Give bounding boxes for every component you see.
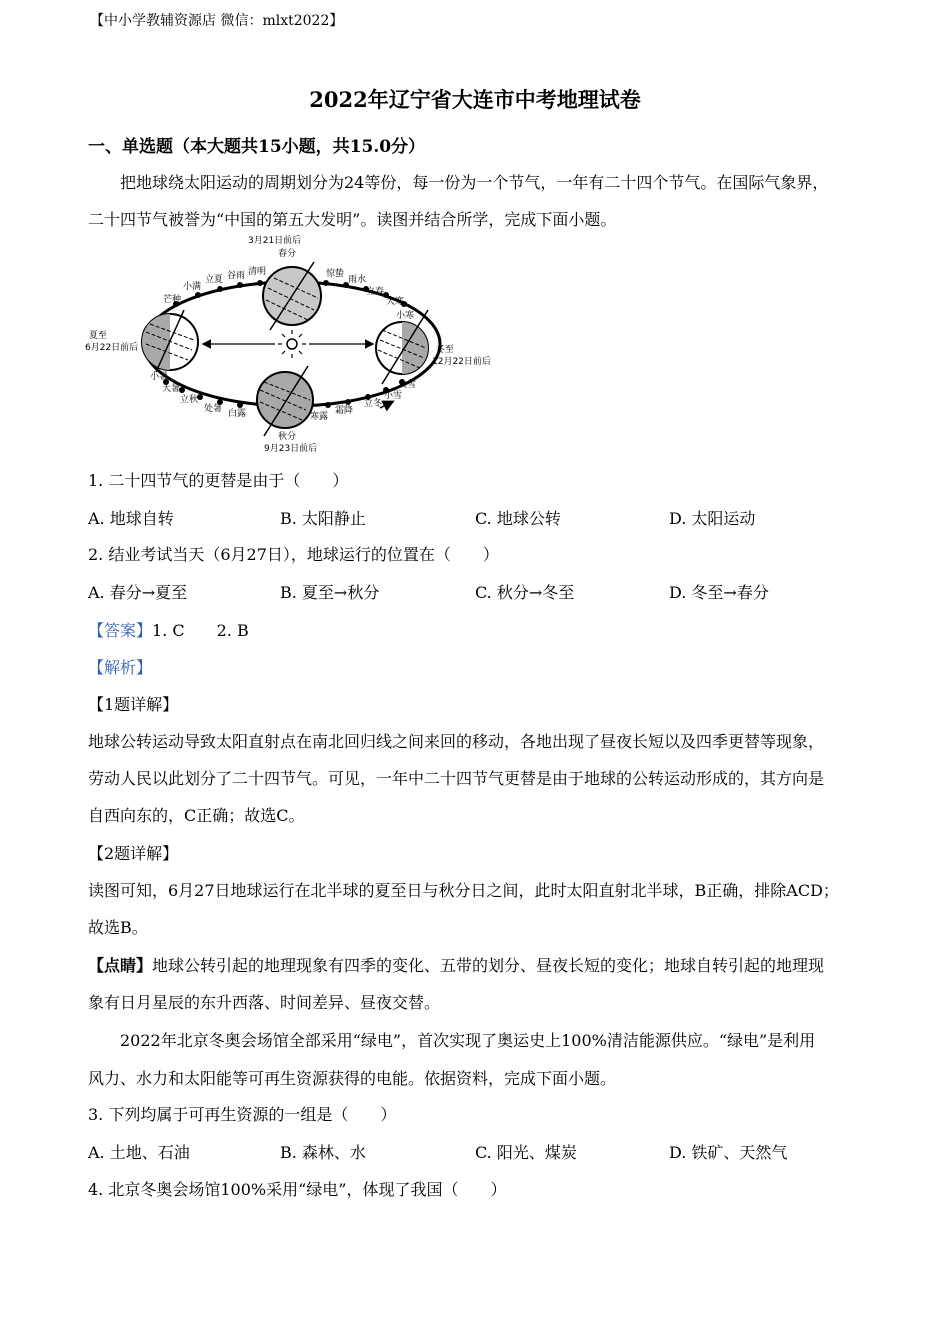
term-label: 小雪 — [384, 391, 403, 401]
tip-line2: 象有日月星辰的东升西落、时间差异、昼夜交替。 — [88, 993, 441, 1012]
term-label: 寒露 — [310, 412, 329, 422]
tip-line1 — [88, 953, 824, 976]
q3-option-d[interactable]: D. 铁矿、天然气 — [669, 1143, 788, 1162]
q2-stem: 2. 结业考试当天（6月27日），地球运行的位置在（ ） — [88, 545, 499, 564]
term-label: 霜降 — [335, 406, 354, 416]
term-label: 立春 — [366, 287, 385, 297]
analysis-label: 【解析】 — [88, 658, 153, 677]
intro1-line1: 把地球绕太阳运动的周期划分为24等份，每一份为一个节气，一年有二十四个节气。在国际气象界， — [120, 173, 829, 192]
q2-option-d[interactable]: D. 冬至→春分 — [669, 583, 769, 602]
term-label: 小暑 — [150, 372, 169, 382]
section-heading: 一、单选题（本大题共15小题，共15.0分） — [88, 137, 426, 157]
q1-option-b[interactable]: B. 太阳静止 — [280, 509, 366, 528]
spring-name-label: 春分 — [278, 249, 297, 259]
term-label: 白露 — [228, 409, 247, 419]
term-label: 立秋 — [180, 395, 199, 405]
winter-date-label: 12月22日前后 — [432, 357, 491, 367]
summer-name-label: 夏至 — [89, 331, 108, 341]
intro1-line2: 二十四节气被誉为“中国的第五大发明”。读图并结合所学，完成下面小题。 — [88, 210, 617, 229]
term-label: 立夏 — [205, 275, 224, 285]
term-label: 惊蛰 — [326, 269, 345, 279]
earth-summer — [142, 310, 198, 372]
detail2-line: 读图可知，6月27日地球运行在北半球的夏至日与秋分日之间，此时太阳直射北半球，B正确，排除ACD； — [88, 881, 839, 900]
q4-stem: 4. 北京冬奥会场馆100%采用“绿电”，体现了我国（ ） — [88, 1180, 507, 1199]
term-label: 清明 — [248, 267, 267, 277]
q1-option-c[interactable]: C. 地球公转 — [475, 509, 561, 528]
term-label: 大暑 — [162, 384, 181, 394]
winter-name-label: 冬至 — [436, 345, 455, 355]
term-label: 大雪 — [398, 380, 417, 390]
intro2-line2: 风力、水力和太阳能等可再生资源获得的电能。依据资料，完成下面小题。 — [88, 1069, 617, 1088]
autumn-name-label: 秋分 — [278, 432, 297, 442]
summer-date-label: 6月22日前后 — [85, 343, 139, 353]
term-label: 大寒 — [386, 297, 405, 307]
q1-option-a[interactable]: A. 地球自转 — [88, 509, 174, 528]
intro2-line1: 2022年北京冬奥会场馆全部采用“绿电”，首次实现了奥运史上100%清洁能源供应。“绿电”是利用 — [120, 1031, 816, 1050]
page-title: 2022年辽宁省大连市中考地理试卷 — [309, 87, 641, 112]
detail1-label: 【1题详解】 — [88, 695, 179, 714]
term-label: 小满 — [183, 282, 202, 292]
q3-option-c[interactable]: C. 阳光、煤炭 — [475, 1143, 577, 1162]
q2-option-c[interactable]: C. 秋分→冬至 — [475, 583, 575, 602]
earth-winter — [376, 310, 428, 384]
q2-option-b[interactable]: B. 夏至→秋分 — [280, 583, 380, 602]
q1-stem: 1. 二十四节气的更替是由于（ ） — [88, 471, 349, 490]
spring-date-label: 3月21日前后 — [248, 236, 302, 246]
answer-value: 1. C 2. B — [152, 621, 249, 640]
detail2-label: 【2题详解】 — [88, 844, 179, 863]
term-label: 雨水 — [348, 275, 367, 285]
answer-label: 【答案】 — [88, 621, 153, 640]
q3-option-b[interactable]: B. 森林、水 — [280, 1143, 366, 1162]
answer-line — [88, 618, 249, 641]
term-label: 立冬 — [364, 399, 383, 409]
autumn-date-label: 9月23日前后 — [264, 444, 318, 454]
q1-option-d[interactable]: D. 太阳运动 — [669, 509, 756, 528]
q2-option-a[interactable]: A. 春分→夏至 — [88, 583, 188, 602]
detail1-line: 地球公转运动导致太阳直射点在南北回归线之间来回的移动，各地出现了昼夜长短以及四季更替等现象， — [88, 732, 825, 751]
q3-option-a[interactable]: A. 土地、石油 — [88, 1143, 190, 1162]
sun-icon — [278, 330, 306, 358]
earth-spring — [263, 262, 321, 330]
tip-text: 地球公转引起的地理现象有四季的变化、五带的划分、昼夜长短的变化；地球自转引起的地理现 — [152, 956, 825, 975]
tip-label: 【点睛】 — [88, 956, 153, 975]
earth-autumn — [257, 366, 313, 436]
term-label: 谷雨 — [227, 271, 246, 281]
detail1-line: 自西向东的，C正确；故选C。 — [88, 806, 305, 825]
page-header: 【中小学教辅资源店 微信：mlxt2022】 — [90, 13, 344, 29]
q3-stem: 3. 下列均属于可再生资源的一组是（ ） — [88, 1105, 397, 1124]
term-label: 小寒 — [396, 311, 415, 321]
detail1-line: 劳动人民以此划分了二十四节气。可见，一年中二十四节气更替是由于地球的公转运动形成的，其方向是 — [88, 769, 825, 788]
term-label: 芒种 — [163, 295, 182, 305]
solar-terms-diagram — [80, 232, 500, 460]
detail2-line: 故选B。 — [88, 918, 148, 937]
term-label: 处暑 — [204, 404, 223, 414]
